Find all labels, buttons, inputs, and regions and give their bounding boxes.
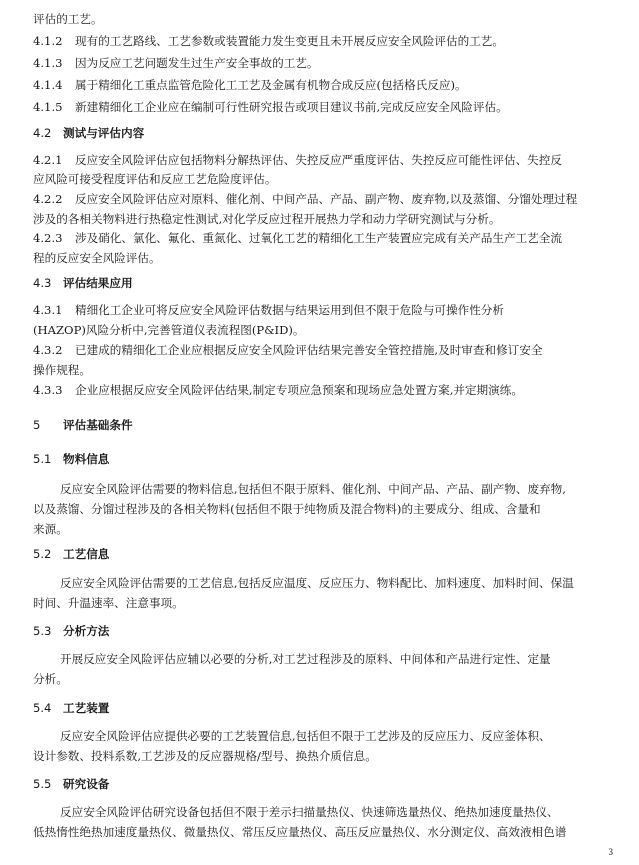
text-line: 反应安全风险评估研究设备包括但不限于差示扫描量热仪、快速筛选量热仪、绝热加速度量热仪、 <box>60 805 559 819</box>
clause-text: 因为反应工艺问题发生过生产安全事故的工艺。 <box>75 56 319 70</box>
section-title: 测试与评估内容 <box>63 126 145 140</box>
clause-text: 已建成的精细化工企业应根据反应安全风险评估结果完善安全管控措施,及时审查和修订安全 <box>75 343 543 357</box>
section-number: 5.3 <box>33 624 52 638</box>
text-line: 反应安全风险评估应提供必要的工艺装置信息,包括但不限于工艺涉及的反应压力、反应釜体积、 <box>60 729 551 743</box>
clause-4-2-3 <box>33 231 608 245</box>
section-number: 4.2 <box>33 126 52 140</box>
section-number: 5.4 <box>33 701 52 715</box>
clause-text: 反应安全风险评估应包括物料分解热评估、失控反应严重度评估、失控反应可能性评估、失控反 <box>75 153 562 167</box>
clause-4-1-2 <box>33 34 608 48</box>
page-number: 3 <box>608 847 613 857</box>
text-line: 开展反应安全风险评估应辅以必要的分析,对工艺过程涉及的原料、中间体和产品进行定性、定量 <box>60 652 551 666</box>
clause-4-1-3 <box>33 56 608 70</box>
clause-text: 属于精细化工重点监管危险化工工艺及金属有机物合成反应(包括格氏反应)。 <box>75 78 467 92</box>
clause-number: 4.1.4 <box>33 78 63 92</box>
clause-number: 4.2.3 <box>33 231 63 245</box>
clause-number: 4.2.1 <box>33 153 63 167</box>
text-line: 来源。 <box>33 522 68 536</box>
clause-text: 涉及硝化、氯化、氟化、重氮化、过氧化工艺的精细化工生产装置应完成有关产品生产工艺全流 <box>75 231 562 245</box>
clause-4-1-4 <box>33 78 608 92</box>
clause-text: 反应安全风险评估应对原料、催化剂、中间产品、产品、副产物、废弃物,以及蒸馏、分馏处理过程 <box>75 192 578 206</box>
clause-number: 4.1.5 <box>33 100 63 114</box>
section-title: 物料信息 <box>63 452 110 466</box>
section-title: 分析方法 <box>63 624 110 638</box>
text-line: 反应安全风险评估需要的工艺信息,包括反应温度、反应压力、物料配比、加料速度、加料时间、保温 <box>60 576 574 590</box>
clause-4-2-2 <box>33 192 608 206</box>
clause-number: 4.1.2 <box>33 34 63 48</box>
text-line: 以及蒸馏、分馏过程涉及的各相关物料(包括但不限于纯物质及混合物料)的主要成分、组成、含量和 <box>33 502 541 516</box>
section-heading-5-1 <box>33 452 109 466</box>
text-line: 反应安全风险评估需要的物料信息,包括但不限于原料、催化剂、中间产品、产品、副产物、废弃物, <box>60 482 566 496</box>
clause-number: 4.3.1 <box>33 303 63 317</box>
clause-number: 4.1.3 <box>33 56 63 70</box>
section-heading-5-4 <box>33 701 109 715</box>
section-title: 工艺信息 <box>63 547 110 561</box>
clause-4-1-5 <box>33 100 608 114</box>
section-heading-5-2 <box>33 547 109 561</box>
section-title: 评估结果应用 <box>63 276 133 290</box>
clause-number: 4.2.2 <box>33 192 63 206</box>
section-heading-4-2 <box>33 126 144 140</box>
clause-4-3-2 <box>33 343 608 357</box>
text-line: 操作规程。 <box>33 363 91 377</box>
clause-text: 新建精细化工企业应在编制可行性研究报告或项目建议书前,完成反应安全风险评估。 <box>75 100 508 114</box>
text-line: (HAZOP)风险分析中,完善管道仪表流程图(P&ID)。 <box>33 323 305 337</box>
clause-text: 精细化工企业可将反应安全风险评估数据与结果运用到但不限于危险与可操作性分析 <box>75 303 504 317</box>
section-number: 5 <box>33 418 41 432</box>
section-heading-5-3 <box>33 624 109 638</box>
text-line: 评估的工艺。 <box>33 12 103 26</box>
section-title: 评估基础条件 <box>63 418 133 432</box>
clause-4-2-1 <box>33 153 608 167</box>
text-line: 时间、升温速率、注意事项。 <box>33 596 184 610</box>
section-heading-4-3 <box>33 276 133 290</box>
clause-text: 现有的工艺路线、工艺参数或装置能力发生变更且未开展反应安全风险评估的工艺。 <box>75 34 504 48</box>
text-line: 应风险可接受程度评估和反应工艺危险度评估。 <box>33 172 277 186</box>
section-title: 研究设备 <box>63 777 110 791</box>
section-number: 4.3 <box>33 276 52 290</box>
clause-number: 4.3.2 <box>33 343 63 357</box>
section-heading-5 <box>33 418 133 432</box>
text-line: 低热惰性绝热加速度量热仪、微量热仪、常压反应量热仪、高压反应量热仪、水分测定仪、高效液相色谱 <box>33 825 567 839</box>
clause-4-3-1 <box>33 303 608 317</box>
clause-text: 企业应根据反应安全风险评估结果,制定专项应急预案和现场应急处置方案,并定期演练。 <box>75 383 523 397</box>
text-line: 设计参数、投料系数,工艺涉及的反应器规格/型号、换热介质信息。 <box>33 749 377 763</box>
section-number: 5.1 <box>33 452 52 466</box>
text-line: 分析。 <box>33 672 68 686</box>
section-title: 工艺装置 <box>63 701 110 715</box>
text-line: 程的反应安全风险评估。 <box>33 251 161 265</box>
clause-number: 4.3.3 <box>33 383 63 397</box>
text-line: 涉及的各相关物料进行热稳定性测试,对化学反应过程开展热力学和动力学研究测试与分析。 <box>33 212 501 226</box>
clause-4-3-3 <box>33 383 608 397</box>
section-heading-5-5 <box>33 777 109 791</box>
section-number: 5.2 <box>33 547 52 561</box>
section-number: 5.5 <box>33 777 52 791</box>
